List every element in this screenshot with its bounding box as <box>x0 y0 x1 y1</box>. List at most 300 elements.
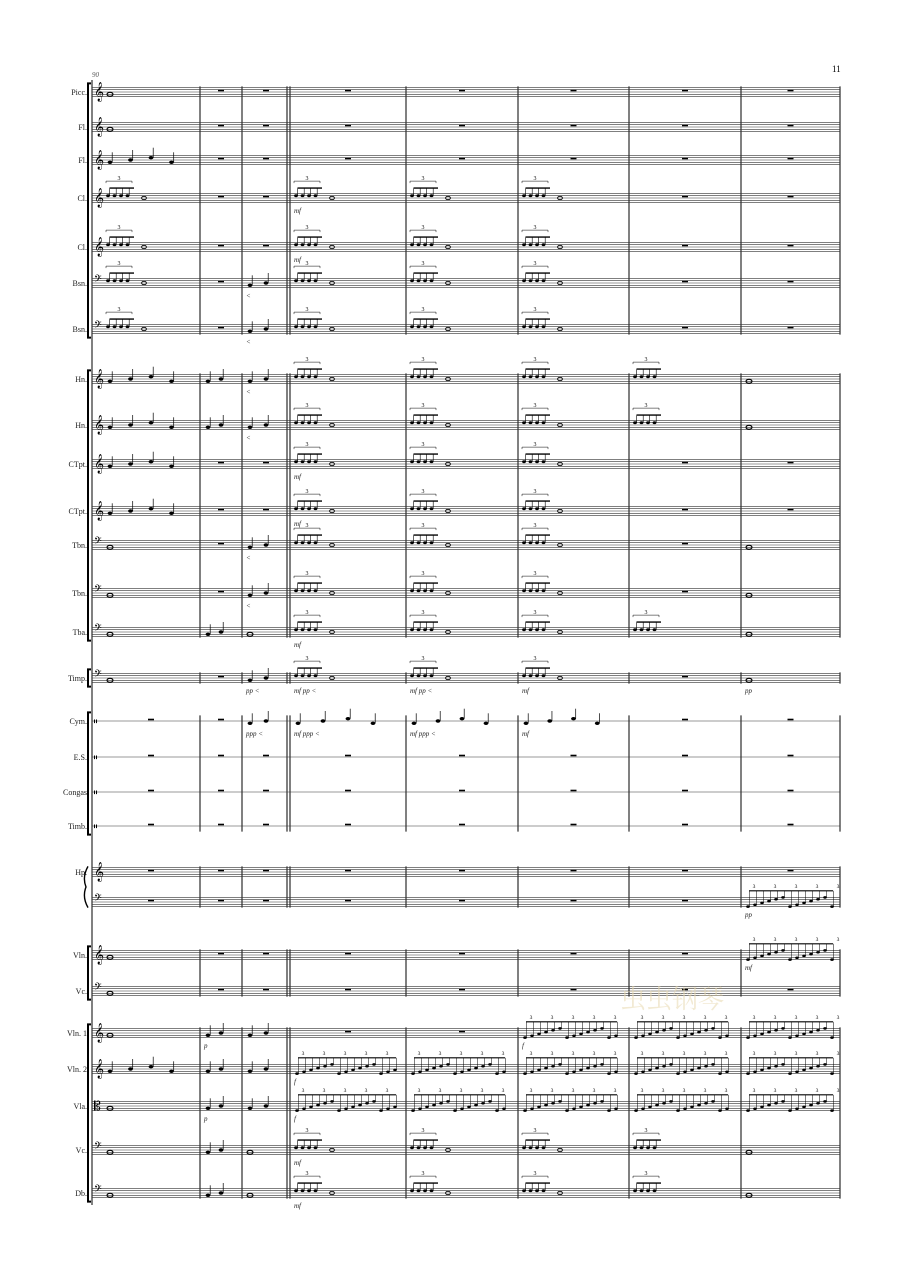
tuplet-number: 3 <box>724 1014 728 1021</box>
note <box>542 507 546 510</box>
measure-6 <box>522 489 562 513</box>
note <box>119 243 123 246</box>
measure-2 <box>218 462 224 464</box>
note <box>697 1067 701 1070</box>
bass-clef-icon: 𝄢 <box>94 668 102 682</box>
perc-clef-icon: 𝄥 <box>94 788 97 799</box>
note <box>760 955 764 958</box>
measure-8 <box>788 281 794 283</box>
note <box>219 630 224 633</box>
measure-2 <box>218 158 224 160</box>
note <box>453 1109 457 1112</box>
note <box>542 1189 546 1192</box>
whole-rest-icon <box>788 790 794 792</box>
measure-4 <box>345 790 351 792</box>
note <box>529 541 533 544</box>
measure-4 <box>294 403 334 427</box>
measure-8 <box>788 509 794 511</box>
note <box>653 1146 657 1149</box>
tuplet-number: 3 <box>322 1087 326 1094</box>
measure-1 <box>148 719 154 721</box>
note <box>640 1189 644 1192</box>
note <box>830 1109 834 1112</box>
tuplet-number: 3 <box>480 1050 484 1057</box>
note <box>655 1031 659 1034</box>
tuplet-number: 3 <box>752 936 756 943</box>
note <box>529 421 533 424</box>
measure-5 <box>410 403 450 427</box>
note <box>535 421 539 424</box>
whole-rest-icon <box>682 719 688 721</box>
note <box>529 279 533 282</box>
whole-rest-icon <box>148 790 154 792</box>
note <box>423 279 427 282</box>
measure-4 <box>294 442 334 466</box>
note <box>760 1069 764 1072</box>
note <box>535 628 539 631</box>
whole-rest-icon <box>218 90 224 92</box>
measure-3 <box>248 1059 269 1073</box>
note <box>600 1100 604 1103</box>
note <box>809 1104 813 1107</box>
whole-rest-icon <box>263 90 269 92</box>
measure-8 <box>788 245 794 247</box>
whole-rest-icon <box>263 509 269 511</box>
measure-3 <box>263 196 269 198</box>
note <box>128 462 133 465</box>
group-bracket <box>88 669 91 686</box>
note <box>522 243 526 246</box>
measure-1 <box>106 307 146 331</box>
tuplet-number: 3 <box>836 883 840 890</box>
measure-5 <box>459 1031 465 1033</box>
note <box>417 194 421 197</box>
note <box>365 1102 369 1105</box>
note <box>551 1065 555 1068</box>
group-bracket <box>88 946 91 999</box>
note <box>301 421 305 424</box>
dynamic-marking: pp <box>745 911 752 920</box>
note <box>774 1029 778 1032</box>
note <box>542 628 546 631</box>
tuplet-number: 3 <box>533 489 537 496</box>
tuplet-number: 3 <box>305 261 309 268</box>
note <box>417 541 421 544</box>
note <box>593 1029 597 1032</box>
measure-6 <box>522 261 562 285</box>
note <box>746 1109 750 1112</box>
whole-rest-icon <box>263 790 269 792</box>
measure-4 <box>345 1031 351 1033</box>
note <box>683 1070 687 1073</box>
note <box>248 722 253 725</box>
note <box>522 194 526 197</box>
measure-3 <box>248 369 269 383</box>
tuplet-number: 3 <box>661 1014 665 1021</box>
note <box>753 1070 757 1073</box>
tuplet-number: 3 <box>644 403 648 410</box>
measure-4 <box>294 261 334 285</box>
staff-fl- <box>78 117 840 137</box>
whole-rest-icon <box>788 755 794 757</box>
whole-rest-icon <box>218 870 224 872</box>
note <box>809 1031 813 1034</box>
whole-rest-icon <box>263 953 269 955</box>
measure-4 <box>345 824 351 826</box>
measure-4 <box>345 989 351 991</box>
measure-2 <box>206 415 224 429</box>
dynamic-marking: mf <box>294 1202 301 1211</box>
note <box>522 507 526 510</box>
tuplet-number: 3 <box>640 1050 644 1057</box>
dynamic-marking: < <box>246 434 251 443</box>
measure-3 <box>263 755 269 757</box>
whole-rest-icon <box>788 196 794 198</box>
note <box>307 589 311 592</box>
note <box>676 1036 680 1039</box>
note <box>572 1070 576 1073</box>
measure-5 <box>459 953 465 955</box>
tuplet-number: 3 <box>773 883 777 890</box>
note <box>558 1063 562 1066</box>
tuplet-number: 3 <box>385 1050 389 1057</box>
tuplet-number: 3 <box>533 261 537 268</box>
measure-3 <box>263 900 269 902</box>
whole-rest-icon <box>788 989 794 991</box>
note <box>430 421 434 424</box>
whole-rest-icon <box>571 900 577 902</box>
tuplet-number: 3 <box>773 936 777 943</box>
note <box>542 589 546 592</box>
note <box>206 633 211 636</box>
measure-1 <box>148 870 154 872</box>
measure-5 <box>410 357 450 381</box>
measure-2 <box>218 953 224 955</box>
note <box>662 1102 666 1105</box>
tuplet-number: 3 <box>815 1014 819 1021</box>
measure-2 <box>218 824 224 826</box>
bass-clef-icon: 𝄢 <box>94 535 102 549</box>
note <box>523 1036 527 1039</box>
treble-clef-icon: 𝄞 <box>94 454 105 474</box>
tuplet-number: 3 <box>417 1050 421 1057</box>
tuplet-number: 3 <box>529 1087 533 1094</box>
note <box>646 628 650 631</box>
measure-2 <box>218 989 224 991</box>
measure-7 <box>682 790 688 792</box>
tuplet-number: 3 <box>305 571 309 578</box>
note <box>586 1067 590 1070</box>
note <box>264 1104 269 1107</box>
note <box>307 325 311 328</box>
note <box>646 1146 650 1149</box>
measure-6 <box>522 571 562 595</box>
note <box>410 541 414 544</box>
tuplet-number: 3 <box>343 1087 347 1094</box>
tuplet-number: 3 <box>533 610 537 617</box>
note <box>307 541 311 544</box>
note <box>795 903 799 906</box>
note <box>753 903 757 906</box>
note <box>467 1069 471 1072</box>
whole-rest-icon <box>263 755 269 757</box>
whole-rest-icon <box>263 824 269 826</box>
dynamic-marking: p <box>204 1042 208 1051</box>
note <box>321 719 326 722</box>
tuplet-number: 3 <box>773 1014 777 1021</box>
note <box>417 375 421 378</box>
note <box>481 1065 485 1068</box>
staff-bsn- <box>73 307 840 346</box>
note <box>529 194 533 197</box>
note <box>523 1072 527 1075</box>
whole-rest-icon <box>682 953 688 955</box>
note <box>106 325 110 328</box>
note <box>301 1189 305 1192</box>
note <box>467 1106 471 1109</box>
note <box>314 194 318 197</box>
tuplet-number: 3 <box>421 656 425 663</box>
note <box>294 507 298 510</box>
staff-fl- <box>78 148 840 170</box>
measure-5 <box>459 824 465 826</box>
note <box>430 507 434 510</box>
note <box>690 1033 694 1036</box>
measure-4 <box>294 357 334 381</box>
note <box>372 1063 376 1066</box>
note <box>301 507 305 510</box>
whole-rest-icon <box>218 676 224 678</box>
measure-6 <box>522 403 562 427</box>
note <box>788 1036 792 1039</box>
note <box>542 375 546 378</box>
measure-4 <box>296 709 376 725</box>
whole-rest-icon <box>218 327 224 329</box>
note <box>767 1067 771 1070</box>
note <box>106 279 110 282</box>
measure-7 <box>682 196 688 198</box>
staff-bsn- <box>73 261 840 300</box>
note <box>683 1034 687 1037</box>
note <box>113 194 117 197</box>
note <box>530 1107 534 1110</box>
note <box>423 1146 427 1149</box>
measure-5 <box>459 870 465 872</box>
measure-7 <box>633 1171 661 1192</box>
note <box>307 375 311 378</box>
measure-3 <box>263 90 269 92</box>
bass-clef-icon: 𝄢 <box>94 583 102 597</box>
whole-rest-icon <box>218 953 224 955</box>
note <box>633 1146 637 1149</box>
note <box>128 423 133 426</box>
tuplet-number: 3 <box>661 1050 665 1057</box>
tuplet-number: 3 <box>305 442 309 449</box>
dynamic-marking: mf <box>745 964 752 973</box>
tuplet-number: 3 <box>305 489 309 496</box>
measure-3 <box>263 989 269 991</box>
tuplet-number: 3 <box>815 936 819 943</box>
note <box>411 1109 415 1112</box>
note <box>522 1189 526 1192</box>
note <box>542 279 546 282</box>
measure-6 <box>571 790 577 792</box>
note <box>418 1107 422 1110</box>
note <box>219 1148 224 1151</box>
whole-rest-icon <box>345 989 351 991</box>
tuplet-number: 3 <box>305 1171 309 1178</box>
tuplet-number: 3 <box>438 1087 442 1094</box>
note <box>495 1109 499 1112</box>
tuplet-number: 3 <box>501 1087 505 1094</box>
staff-vln- <box>73 937 840 972</box>
dynamic-marking: p <box>204 1115 208 1124</box>
note <box>430 194 434 197</box>
tuplet-number: 3 <box>322 1050 326 1057</box>
note <box>781 949 785 952</box>
note <box>169 161 174 164</box>
note <box>417 243 421 246</box>
measure-5 <box>410 261 450 285</box>
note <box>307 1189 311 1192</box>
note <box>830 905 834 908</box>
note <box>529 589 533 592</box>
note <box>314 421 318 424</box>
note <box>301 1146 305 1149</box>
note <box>535 279 539 282</box>
measure-2 <box>206 1096 224 1110</box>
tuplet-number: 3 <box>661 1087 665 1094</box>
note <box>542 1146 546 1149</box>
dynamic-marking: < <box>246 292 251 301</box>
measure-4 <box>294 1171 334 1195</box>
note <box>633 628 637 631</box>
note <box>264 281 269 284</box>
note <box>323 1065 327 1068</box>
instrument-label: Hn. <box>75 421 87 430</box>
note <box>307 1146 311 1149</box>
measure-7 <box>633 357 661 378</box>
measure-5 <box>459 989 465 991</box>
staff-tbn- <box>72 523 840 562</box>
note <box>522 1146 526 1149</box>
measure-3 <box>263 870 269 872</box>
note <box>711 1063 715 1066</box>
note <box>774 951 778 954</box>
note <box>676 1072 680 1075</box>
measure-3 <box>263 158 269 160</box>
tuplet-number: 3 <box>644 1171 648 1178</box>
instrument-label: Bsn. <box>72 279 87 288</box>
tuplet-number: 3 <box>305 523 309 530</box>
note <box>169 380 174 383</box>
note <box>302 1107 306 1110</box>
tuplet-number: 3 <box>533 523 537 530</box>
staff-cl- <box>77 225 840 264</box>
note <box>781 896 785 899</box>
tuplet-number: 3 <box>533 656 537 663</box>
note <box>551 1029 555 1032</box>
note <box>614 1107 618 1110</box>
staff-tbn- <box>72 571 840 610</box>
dynamic-marking: f <box>522 1042 524 1051</box>
note <box>522 325 526 328</box>
whole-rest-icon <box>148 870 154 872</box>
note <box>823 1063 827 1066</box>
tuplet-number: 3 <box>644 610 648 617</box>
tuplet-number: 3 <box>815 1050 819 1057</box>
whole-rest-icon <box>682 591 688 593</box>
whole-rest-icon <box>571 125 577 127</box>
tuplet-number: 3 <box>613 1050 617 1057</box>
note <box>294 325 298 328</box>
note <box>542 325 546 328</box>
note <box>537 1033 541 1036</box>
measure-5 <box>410 307 450 331</box>
note <box>108 161 113 164</box>
staff-db- <box>75 1171 840 1210</box>
note <box>529 1189 533 1192</box>
note <box>830 1072 834 1075</box>
note <box>264 719 269 722</box>
note <box>558 1100 562 1103</box>
whole-rest-icon <box>682 281 688 283</box>
instrument-label: Tbn. <box>72 589 87 598</box>
whole-rest-icon <box>571 755 577 757</box>
note <box>614 1070 618 1073</box>
note <box>653 421 657 424</box>
measure-6 <box>522 357 562 381</box>
note <box>593 1102 597 1105</box>
tuplet-number: 3 <box>421 489 425 496</box>
note <box>537 1106 541 1109</box>
note <box>149 375 154 378</box>
tuplet-number: 3 <box>305 610 309 617</box>
note <box>248 679 253 682</box>
whole-rest-icon <box>459 158 465 160</box>
measure-3 <box>263 509 269 511</box>
tuplet-number: 3 <box>117 225 121 232</box>
note <box>446 1063 450 1066</box>
note <box>423 375 427 378</box>
measure-4 <box>294 225 334 249</box>
staff-hn- <box>75 403 840 442</box>
note <box>410 674 414 677</box>
note <box>119 325 123 328</box>
note <box>410 375 414 378</box>
note <box>802 955 806 958</box>
tuplet-number: 3 <box>421 307 425 314</box>
instrument-label: Hn. <box>75 375 87 384</box>
note <box>529 325 533 328</box>
tuplet-number: 3 <box>794 883 798 890</box>
note <box>314 325 318 328</box>
note <box>351 1106 355 1109</box>
note <box>522 589 526 592</box>
note <box>535 243 539 246</box>
note <box>535 589 539 592</box>
note <box>393 1106 397 1109</box>
note <box>411 1072 415 1075</box>
note <box>544 1031 548 1034</box>
note <box>495 1072 499 1075</box>
note <box>711 1027 715 1030</box>
note <box>430 460 434 463</box>
staff-vla- <box>73 1088 840 1123</box>
measure-8 <box>788 158 794 160</box>
tuplet-number: 3 <box>752 1050 756 1057</box>
measure-5 <box>459 158 465 160</box>
